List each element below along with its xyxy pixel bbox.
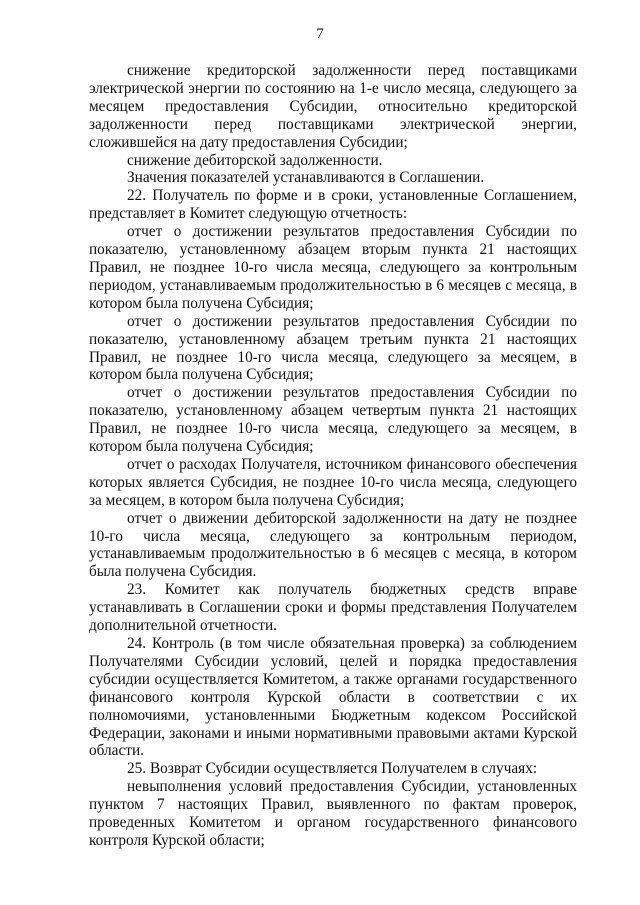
paragraph: отчет о достижении результатов предоставления Субсидии по показателю, установленному абзацем четвертым пункта 21 настоящих Правил, не позднее 10-го числа месяца, следующего за месяцем, в котором была получена Субсидия; — [89, 384, 577, 456]
document-body — [89, 62, 577, 850]
paragraph: снижение дебиторской задолженности. — [127, 151, 383, 169]
paragraph: отчет о достижении результатов предоставления Субсидии по показателю, установленному абзацем третьим пункта 21 настоящих Правил, не позднее 10-го числа месяца, следующего за месяцем, в котором была получена Субсидия; — [89, 312, 577, 384]
paragraph: снижение кредиторской задолженности перед поставщиками электрической энергии по состоянию на 1-е число месяца, следующего за месяцем предоставления Субсидии, относительно кредиторской задолженности перед поставщиками электрической энергии, сложившейся на дату предоставления Субсидии; — [89, 62, 577, 151]
paragraph: отчет о расходах Получателя, источником финансового обеспечения которых является Субсидия, не позднее 10-го числа месяца, следующего за месяцем, в котором была получена Субсидия; — [89, 455, 577, 509]
paragraph: отчет о достижении результатов предоставления Субсидии по показателю, установленному абзацем вторым пункта 21 настоящих Правил, не позднее 10-го числа месяца, следующего за контрольным периодом, устанавливаемым продолжительностью в 6 месяцев с месяца, в котором была получена Субсидия; — [89, 223, 577, 312]
paragraph: 23. Комитет как получатель бюджетных средств вправе устанавливать в Соглашении сроки и формы представления Получателем дополнительной отчетности. — [89, 581, 577, 635]
paragraph: 25. Возврат Субсидии осуществляется Получателем в случаях: — [127, 760, 538, 778]
paragraph: отчет о движении дебиторской задолженности на дату не позднее 10-го числа месяца, следующего за контрольным периодом, устанавливаемым продолжительностью в 6 месяцев с месяца, в котором была получена Субсидия. — [89, 509, 577, 581]
page-number: 7 — [316, 26, 324, 42]
paragraph: Значения показателей устанавливаются в Соглашении. — [127, 169, 485, 187]
paragraph: невыполнения условий предоставления Субсидии, установленных пунктом 7 настоящих Правил, выявленного по фактам проверок, проведенных Комитетом и органом государственного финансового контроля Курской области; — [89, 778, 577, 849]
paragraph: 22. Получатель по форме и в сроки, установленные Соглашением, представляет в Комитет следующую отчетность: — [89, 187, 577, 223]
paragraph: 24. Контроль (в том числе обязательная проверка) за соблюдением Получателями Субсидии условий, целей и порядка предоставления субсидии осуществляется Комитетом, а также органами государственного финансового контроля Курской области в соответствии с их полномочиями, установленными Бюджетным кодексом Российской Федерации, законами и иными нормативными правовыми актами Курской области. — [89, 635, 577, 760]
